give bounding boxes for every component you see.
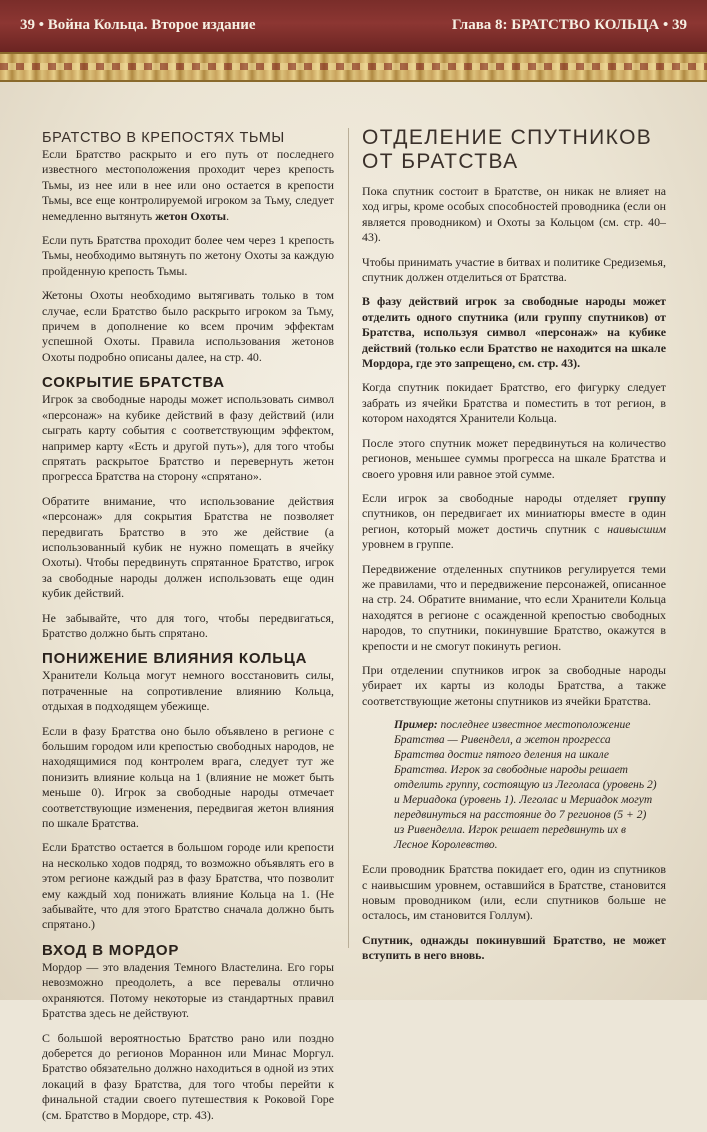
paragraph: Игрок за свободные народы может использовать символ «персонаж» на кубике действий в фазу действий (или сыграть карту события с соответствующим эффектом, например карту «Есть и другой путь»), для того чтобы спрятать раскрытое Братство и перевернуть жетон прогресса Братства на сторону «спрятано». (42, 392, 334, 484)
paragraph: Если Братство остается в большом городе или крепости на несколько ходов подряд, то возможно объявлять его в этом регионе каждый раз в фазу Братства, что позволит ему каждый ход понижать влияние Кольца на 1. (Не забывайте, что для этого Братство сначала должно быть спрятано.) (42, 840, 334, 932)
paragraph: Хранители Кольца могут немного восстановить силы, потраченные на сопротивление влиянию Кольца, отдыхая в подходящем убежище. (42, 668, 334, 714)
chapter-section-title: ОТДЕЛЕНИЕ СПУТНИКОВ ОТ БРАТСТВА (362, 126, 653, 173)
example-box (394, 718, 658, 853)
paragraph: Если проводник Братства покидает его, один из спутников с наивысшим уровнем, оставшийся в Братстве, становится новым проводником (или, если спутников больше не осталось, им становится Голлум). (362, 862, 666, 923)
paragraph: С большой вероятностью Братство рано или поздно доберется до регионов Мораннон или Минас Моргул. Братство обязательно должно находиться в одной из этих локаций в фазу Братства, для того чтобы перейти к финальной стадии своего путешествия к Роковой Горе (см. Братство в Мордоре, стр. 43). (42, 1030, 334, 1122)
paragraph: Если путь Братства проходит более чем через 1 крепость Тьмы, необходимо вытянуть по жетону Охоты за каждую пройденную крепость Тьмы. (42, 233, 334, 278)
page-header (0, 0, 707, 52)
paragraph (42, 147, 334, 224)
header-chapter-title: Глава 8: БРАТСТВО КОЛЬЦА • 39 (451, 17, 687, 33)
text-run: уровнем в группе. (362, 537, 454, 552)
example-label: Пример: (394, 719, 438, 732)
ornamental-band (0, 52, 707, 82)
text-run: спутников, он передвигает их миниатюры вместе в один регион, который может достичь спутник с (362, 506, 666, 536)
example-text: последнее известное местоположение Братства — Ривенделл, а жетон прогресса Братства достиг пятого деления на шкале Братства. Игрок за свободные народы решает отделить группу, состоящую из Леголаса (уровень 2) и Мериадока (уровень 1). Леголас и Мериадок могут передвинуться на расстояние до 7 регионов (5 + 2) из Ривенделла. Игрок решает передвинуть их в Лесное Королевство. (394, 719, 657, 852)
paragraph: Мордор — это владения Темного Властелина. Его горы невозможно преодолеть, а все перевалы отлично охраняются. Потому некоторые из стандартных правил Братства здесь не действуют. (42, 959, 334, 1021)
paragraph: При отделении спутников игрок за свободные народы убирает их карты из колоды Братства, а также соответствующие жетоны спутников из ячейки Братства. (362, 662, 666, 708)
ornamental-pattern (0, 63, 707, 70)
section-title-entering-mordor: ВХОД В МОРДОР (42, 941, 180, 959)
paragraph: Пока спутник состоит в Братстве, он никак не влияет на ход игры, кроме особых способностей проводника (если он является проводником) и Охоты за Кольцом (см. стр. 40–43). (362, 184, 666, 245)
paragraph: Чтобы принимать участие в битвах и политике Средиземья, спутник должен отделиться от Братства. (362, 254, 666, 285)
paragraph: Обратите внимание, что использование действия «персонаж» для сокрытия Братства не позволяет передвигать Братство в это же действие (а использованный кубик не нужно помещать в ячейку Охоты). Чтобы передвинуть спрятанное Братство, игрок за свободные народы должен использовать еще один кубик действий. (42, 493, 334, 601)
paragraph: Передвижение отделенных спутников регулируется теми же правилами, что и передвижение персонажей, описанное на стр. 24. Обратите внимание, что если Хранители Кольца находятся в регионе с осажденной крепостью свободных народов, то спутники, покинувшие Братство, окажутся в крепости и не смогут покинуть регион. (362, 561, 666, 653)
text-run: Если Братство раскрыто и его путь от последнего известного местоположения проходит через крепость Тьмы, из нее или в нее или оно остается в крепости Тьмы, все еще контролируемой игроком за Тьму, следует немедленно вытянуть (42, 147, 334, 223)
bold-term: жетон Охоты (155, 208, 227, 223)
paragraph: Жетоны Охоты необходимо вытягивать только в том случае, если Братство было раскрыто игроком за Тьму, причем в дополнение ко всем прочим эффектам успешной Охоты. Правила использования жетонов Охоты подробно описаны далее, на стр. 40. (42, 288, 334, 364)
paragraph-bold-rule (362, 294, 666, 371)
paragraph: Не забывайте, что для того, чтобы передвигаться, Братство должно быть спрятано. (42, 610, 334, 640)
paragraph: Когда спутник покидает Братство, его фигурку следует забрать из ячейки Братства и поместить в тот регион, в котором находятся Хранители Кольца. (362, 380, 666, 426)
header-book-title: 39 • Война Кольца. Второе издание (20, 17, 256, 33)
text-run: . (226, 208, 230, 223)
column-divider (348, 128, 349, 948)
paragraph (362, 491, 666, 553)
section-title-reducing-ring-influence: ПОНИЖЕНИЕ ВЛИЯНИЯ КОЛЬЦА (42, 650, 308, 668)
bold-rule: Спутник, однажды покинувший Братство, не может вступить в него вновь. (362, 932, 666, 963)
italic-term: наивысшим (607, 521, 666, 536)
paragraph-bold-rule (362, 933, 666, 964)
bold-term: группу (628, 490, 666, 505)
section-title-hiding-fellowship: СОКРЫТИЕ БРАТСТВА (42, 374, 225, 392)
section-title-fellowship-in-strongholds: БРАТСТВО В КРЕПОСТЯХ ТЬМЫ (42, 130, 285, 146)
left-column (42, 130, 334, 1132)
text-run: Если игрок за свободные народы отделяет (362, 490, 629, 505)
paragraph: Если в фазу Братства оно было объявлено в регионе с большим городом или крепостью свободных народов, не находящимися под контролем врага, следует тут же понизить влияние кольца на 1 (влияние не может быть меньше 0). Игрок за свободные народы отмечает соответствующие изменения, передвигая жетон влияния по шкале Братства. (42, 723, 334, 831)
bold-rule: В фазу действий игрок за свободные народы может отделить одного спутника (или группу спутников) от Братства, используя символ «персонаж» на кубике действий (только если Братство не находится на шкале Мордора, где это запрещено, см. стр. 43). (362, 294, 666, 371)
paragraph: После этого спутник может передвинуться на количество регионов, меньшее суммы прогресса на шкале Братства и своего уровня или равное этой сумме. (362, 435, 666, 481)
right-column (362, 126, 666, 973)
